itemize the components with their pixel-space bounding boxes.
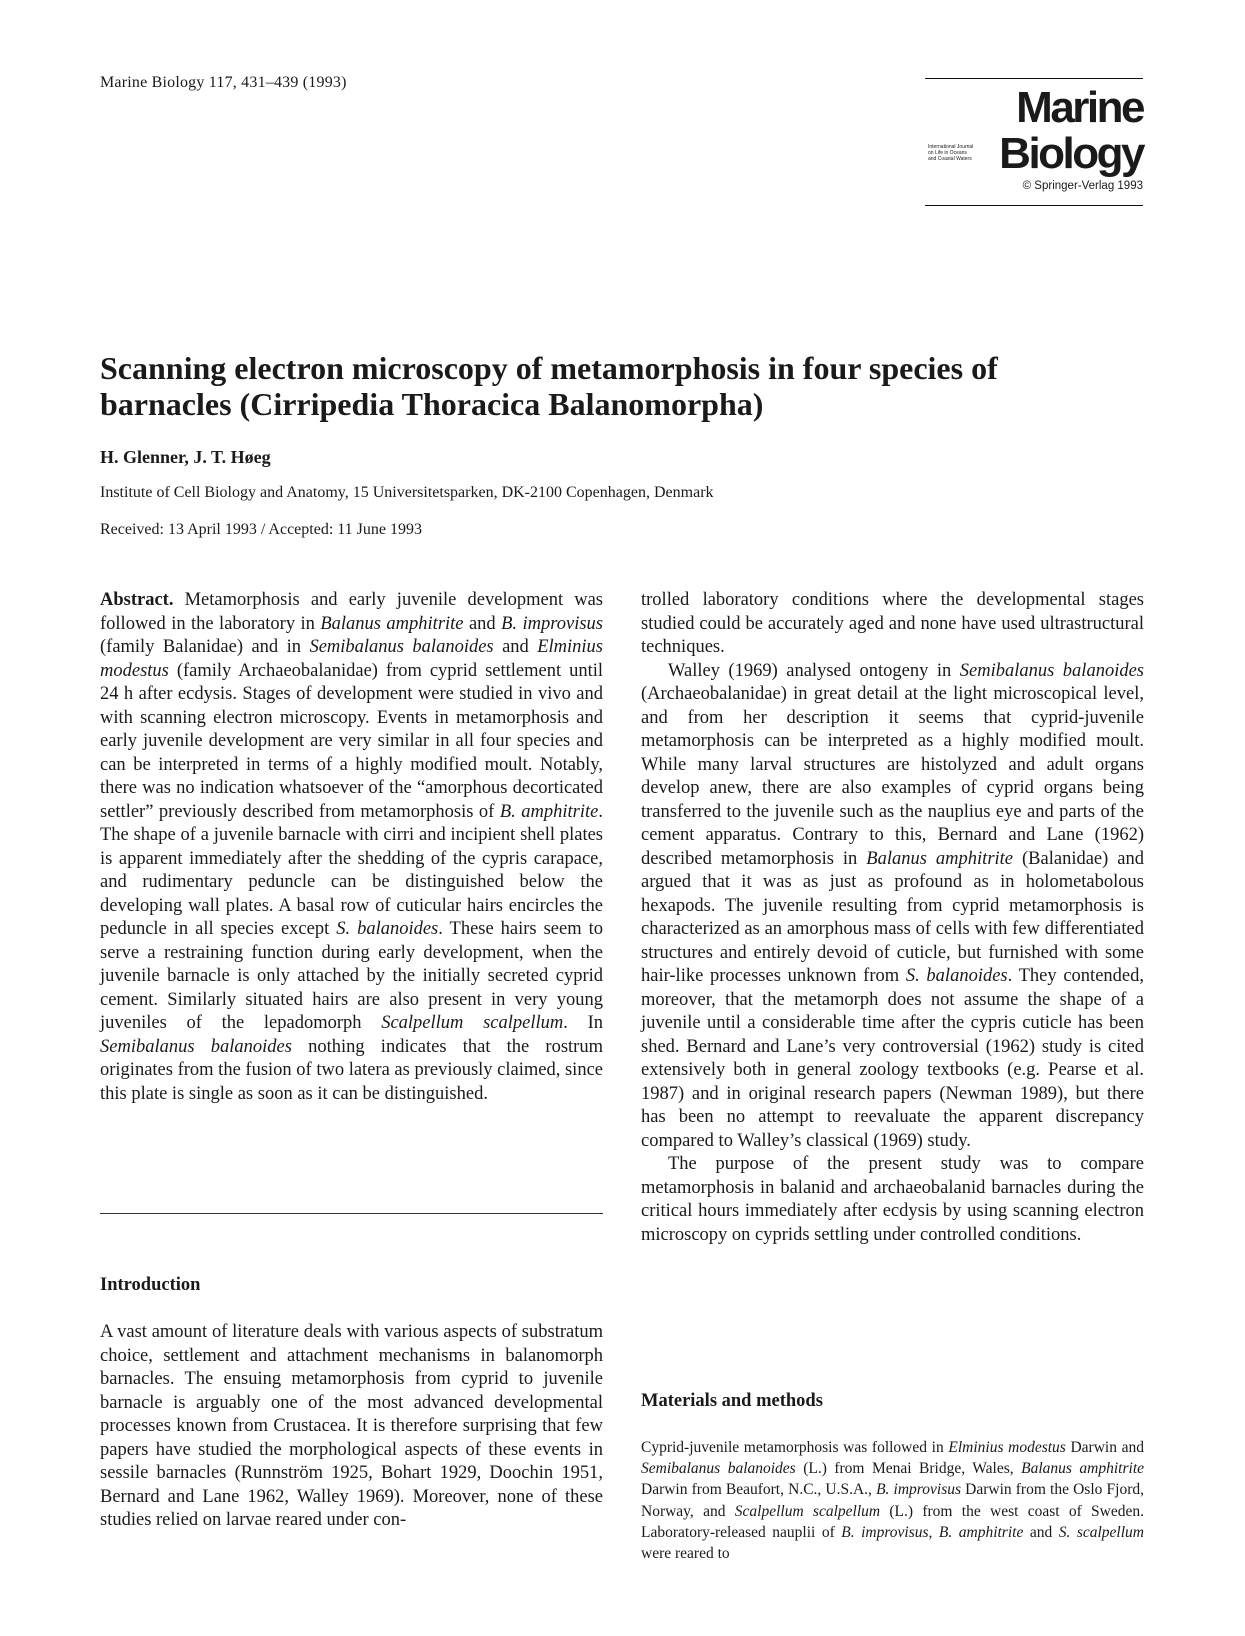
species-name: Semibalanus balanoides bbox=[641, 1460, 796, 1478]
text-run: Darwin and bbox=[1065, 1439, 1144, 1456]
text-run: Cyprid-juvenile metamorphosis was followed in bbox=[641, 1439, 949, 1456]
author-affiliation: Institute of Cell Biology and Anatomy, 15 Universitetsparken, DK-2100 Copenhagen, Denmark bbox=[100, 484, 714, 501]
logo-top-rule bbox=[925, 78, 1143, 79]
text-run: , bbox=[928, 1523, 939, 1541]
text-run: Darwin from Beaufort, N.C., U.S.A., bbox=[641, 1481, 877, 1499]
article-title: Scanning electron microscopy of metamorphosis in four species of barnacles (Cirripedia Thoracica Balanomorpha) bbox=[100, 350, 998, 422]
species-name: Semibalanus balanoides bbox=[100, 1036, 292, 1057]
species-name: S. balanoides bbox=[336, 919, 439, 939]
species-name: Semibalanus balanoides bbox=[309, 637, 494, 657]
logo-tagline-line: International Journal bbox=[928, 144, 974, 150]
article-authors: H. Glenner, J. T. Høeg bbox=[100, 447, 271, 467]
introduction-body-right bbox=[641, 589, 1144, 1247]
introduction-paragraph-continued: trolled laboratory conditions where the developmental stages studied could be accurately aged and none have used ultrastructural techniques. bbox=[641, 590, 1144, 657]
publisher-copyright: © Springer-Verlag 1993 bbox=[1022, 180, 1143, 192]
text-run: . They contended, moreover, that the metamorph does not assume the shape of a juvenile until a considerable time after the cypris cuticle has been shed. Bernard and Lane’s very controversial (1962) study is cited extensively both in general zoology textbooks (e.g. Pearse et al. 1987) and in original research papers (Newman 1989), but there has been no attempt to reevaluate the apparent discrepancy compared to Walley’s classical (1969) study. bbox=[641, 966, 1144, 1151]
logo-tagline-line: and Coastal Waters bbox=[928, 156, 972, 162]
journal-logo bbox=[925, 78, 1143, 206]
methods-heading: Materials and methods bbox=[641, 1391, 823, 1411]
abstract-label: Abstract. bbox=[100, 590, 174, 610]
abstract-run: nothing indicates that the rostrum originates from the fusion of two latera as previously claimed, since this plate is single as soon as it can be distinguished. bbox=[100, 1036, 603, 1104]
species-name: Balanus amphitrite bbox=[320, 613, 464, 634]
abstract-run: . The shape of a juvenile barnacle with cirri and incipient shell plates is apparent immediately after the shedding of the cypris carapace, and rudimentary peduncle can be distinguished below the developing wall plates. A basal row of cuticular hairs encircles the peduncle in all species except bbox=[100, 801, 603, 939]
species-name: B. improvisus bbox=[841, 1523, 929, 1541]
article-dates: Received: 13 April 1993 / Accepted: 11 June 1993 bbox=[100, 521, 423, 538]
introduction-paragraph: A vast amount of literature deals with various aspects of substratum choice, settlement and attachment mechanisms in balanomorph barnacles. The ensuing metamorphosis from cyprid to juvenile barnacle is arguably one of the most advanced developmental processes known from Crustacea. It is therefore surprising that few papers have studied the morphological aspects of these events in sessile barnacles (Runnström 1925, Bohart 1929, Doochin 1951, Bernard and Lane 1962, Walley 1969). Moreover, none of these studies relied on larvae reared under con- bbox=[100, 1322, 603, 1530]
text-run: Walley (1969) analysed ontogeny in bbox=[668, 660, 960, 681]
introduction-paragraph bbox=[641, 660, 1144, 1154]
species-name: Elminius modestus bbox=[948, 1439, 1066, 1456]
logo-word-marine: Marine bbox=[1016, 83, 1143, 132]
species-name: S. balanoides bbox=[905, 966, 1008, 986]
species-name: B. improvisus bbox=[876, 1481, 962, 1499]
species-name: Semibalanus balanoides bbox=[959, 660, 1144, 681]
logo-word-biology: Biology bbox=[999, 129, 1143, 178]
abstract-run: and bbox=[493, 637, 538, 657]
abstract-run: (family Archaeobalanidae) from cyprid settlement until 24 h after ecdysis. Stages of development were studied in vivo and with scanning electron microscopy. Events in metamorphosis and early juvenile development are very similar in all four species and can be interpreted in terms of a highly modified moult. Notably, there was no indication whatsoever of the “amorphous decorticated settler” previously described from metamorphosis of bbox=[100, 660, 603, 822]
text-run: (Archaeobalanidae) in great detail at the light microscopical level, and from her description it seems that cyprid-juvenile metamorphosis can be interpreted as a highly modified moult. While many larval structures are histolyzed and adult organs develop anew, there are also examples of cyprid organs being transferred to the juvenile such as the nauplius eye and parts of the cement apparatus. Contrary to this, Bernard and Lane (1962) described metamorphosis in bbox=[641, 684, 1144, 869]
species-name: Elminius modestus bbox=[100, 637, 603, 681]
species-name: Balanus amphitrite bbox=[866, 848, 1014, 869]
species-name: B. amphitrite bbox=[938, 1523, 1024, 1541]
text-run: were reared to bbox=[641, 1545, 730, 1563]
text-run: Darwin from the Oslo Fjord, Norway, and bbox=[641, 1481, 1144, 1520]
abstract-run: and bbox=[463, 613, 502, 634]
abstract-run: (family Balanidae) and in bbox=[100, 637, 310, 657]
species-name: Scalpellum scalpellum bbox=[734, 1502, 881, 1520]
species-name: Balanus amphitrite bbox=[1021, 1460, 1145, 1478]
logo-tagline bbox=[928, 144, 998, 162]
abstract bbox=[100, 589, 603, 1106]
journal-citation: Marine Biology 117, 431–439 (1993) bbox=[100, 74, 347, 91]
text-run: and bbox=[1023, 1523, 1059, 1541]
introduction-heading: Introduction bbox=[100, 1275, 201, 1295]
methods-body bbox=[641, 1437, 1144, 1564]
abstract-text bbox=[100, 589, 603, 1106]
text-run: (Balanidae) and argued that it was as just as profound as in holometabolous hexapods. The juvenile resulting from cyprid metamorphosis is characterized as an amorphous mass of cells with few differentiated structures and entirely devoid of cuticle, but furnished with some hair-like processes unknown from bbox=[641, 848, 1144, 986]
text-run: (L.) from Menai Bridge, Wales, bbox=[795, 1460, 1022, 1478]
abstract-run: . In bbox=[563, 1013, 603, 1033]
introduction-body-left bbox=[100, 1321, 603, 1533]
species-name: S. scalpellum bbox=[1058, 1523, 1144, 1541]
species-name: B. amphitrite bbox=[499, 801, 599, 822]
abstract-run: Metamorphosis and early juvenile development was followed in the laboratory in bbox=[100, 590, 603, 634]
text-run: (L.) from the west coast of Sweden. Laboratory-released nauplii of bbox=[641, 1502, 1144, 1541]
abstract-divider bbox=[100, 1213, 603, 1214]
introduction-paragraph: The purpose of the present study was to compare metamorphosis in balanid and archaeobalanid barnacles during the critical hours immediately after ecdysis by using scanning electron microscopy on cyprids settling under controlled conditions. bbox=[641, 1154, 1144, 1245]
methods-paragraph bbox=[641, 1437, 1144, 1564]
logo-tagline-line: on Life in Oceans bbox=[928, 150, 967, 156]
logo-bottom-rule bbox=[925, 205, 1143, 206]
species-name: B. improvisus bbox=[501, 613, 603, 634]
species-name: Scalpellum scalpellum bbox=[381, 1013, 564, 1033]
abstract-run: . These hairs seem to serve a restraining function during early development, when the juvenile barnacle is only attached by the initially secreted cyprid cement. Similarly situated hairs are also present in very young juveniles of the lepadomorph bbox=[100, 919, 603, 1033]
